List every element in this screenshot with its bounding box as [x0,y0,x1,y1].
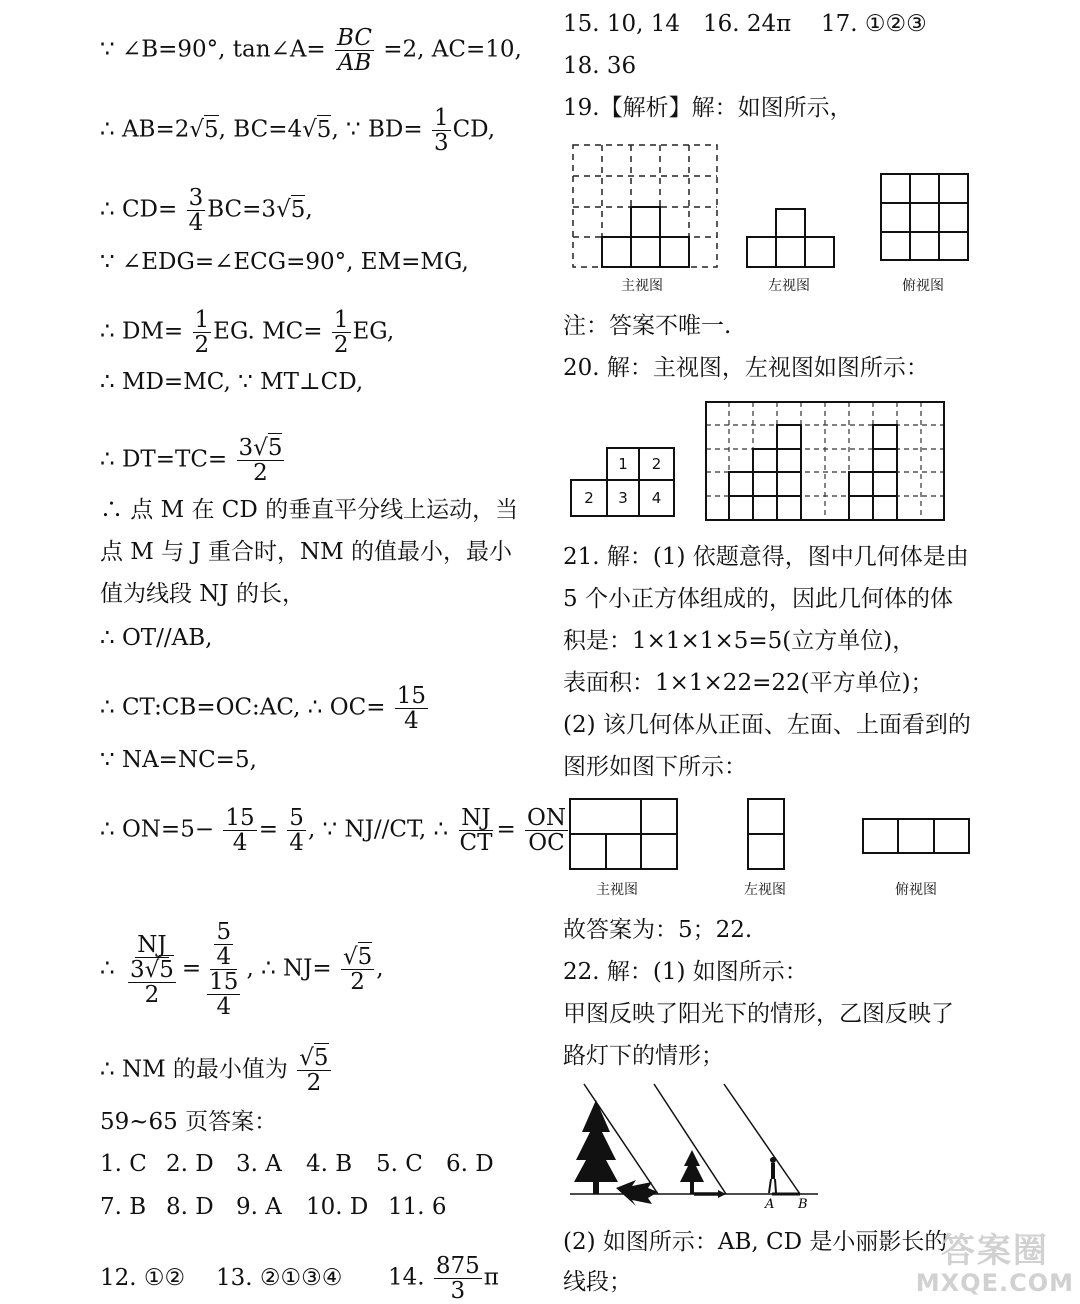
main-view-solid [602,207,689,267]
line-1 [100,26,522,75]
figure-20-numbered [570,447,677,519]
fraction [187,186,206,235]
text: , BC=4 [218,116,303,143]
text: , ∵ NJ//CT, ∴ [307,816,449,843]
answer: 17. ①②③ [821,11,927,37]
answer: 14. [388,1264,425,1291]
radicand: 5 [267,435,283,461]
q22-line-b: 甲图反映了阳光下的情形，乙图反映了 [563,1001,954,1027]
big-tree [574,1100,618,1194]
text: = [181,955,202,982]
label-a: A [765,1197,775,1212]
caption-main-view: 主视图 [596,882,638,898]
fraction [207,970,240,1019]
line-8: ∴ OT//AB, [100,625,213,651]
line-7 [100,436,286,485]
text: = [258,816,278,843]
small-tree [680,1150,704,1194]
q22-line-e: 线段； [563,1269,632,1295]
answer: 8. D [166,1194,214,1220]
fraction [237,436,285,485]
denominator: 4 [216,994,232,1020]
text: ∴ AB=2 [100,116,190,143]
denominator: 4 [404,708,419,734]
numerator: ON [527,805,567,831]
answer-19-title: 19.【解析】解：如图所示， [563,95,853,121]
denominator: 2 [194,332,210,358]
q21-line-c: 积是：1×1×1×5=5(立方单位)， [563,628,916,654]
line-10: ∵ NA=NC=5, [100,747,257,773]
answer: 9. A [236,1194,282,1220]
line-13 [100,1046,333,1095]
radicand: 5 [357,944,373,970]
denominator: 3 [450,1278,466,1304]
section-title: 59~65 页答案： [100,1109,278,1135]
text: ∴ [100,955,115,982]
q22-line-a: 22. 解：(1) 如图所示： [563,959,808,985]
answer: 6. D [446,1151,494,1177]
line-11 [100,806,570,855]
main-view [729,425,801,520]
numerator: 3 [188,185,204,211]
denominator [203,970,244,1019]
cell-number: 4 [651,489,662,507]
numerator: 5 [289,805,304,831]
fraction [214,920,233,969]
numerator: 1 [333,307,349,333]
text: ∴ ON=5− [100,816,215,843]
text: ∴ DT=TC= [100,446,228,473]
numerator: NJ [461,805,491,831]
answers-15-17 [563,10,927,38]
cell [570,479,608,517]
para-1: ∴ 点 M 在 CD 的垂直平分线上运动，当 [100,497,519,523]
answer: 10. D [306,1194,369,1220]
answer: 7. B [100,1194,147,1220]
cell [606,447,640,481]
denominator: 3 [433,130,449,156]
figure-21 [566,795,976,873]
q21-line-b: 5 个小正方体组成的，因此几何体的体 [563,586,953,612]
cell-number: 1 [618,455,628,473]
denominator: 4 [216,944,232,970]
answer: 13. ②①③④ [216,1264,343,1291]
fraction [525,806,568,855]
answers-row-1 [100,1150,494,1178]
line-3: ∴ CD= $\frac{3}{4}$ BC=3√5, [100,185,313,236]
numerator [210,920,237,970]
radicand: 5 [313,1045,329,1071]
answer: 16. 24π [703,11,792,37]
caption-top-view: 俯视图 [902,278,944,294]
answer: 11. 6 [388,1194,447,1220]
numerator: 875 [435,1253,480,1279]
left-view [849,425,897,520]
label-b: B [798,1197,808,1212]
line-9 [100,684,430,733]
denominator: 2 [306,1070,322,1096]
numerator: 15 [396,683,427,709]
text: , ∴ NJ= [246,955,332,982]
line-2: ∴ AB=2√5, BC=4√5, ∵ BD= $\frac{1}{3}$ CD, [100,105,496,156]
numerator: 3√5 [129,956,174,983]
text: ∴ CD= [100,196,178,223]
figure-22 [566,1080,826,1214]
numerator: 15 [225,805,255,831]
top-view [863,819,969,853]
text: ∴ DM= [100,318,184,345]
fraction [287,806,306,855]
fraction [223,806,256,855]
answers-row-3 [100,1254,499,1303]
note: 注：答案不唯一. [563,313,732,339]
answers-row-2 [100,1193,447,1221]
numerator: 5 [216,919,232,945]
answer: 5. C [376,1151,423,1177]
denominator: 4 [232,830,248,856]
line-6: ∴ MD=MC, ∵ MT⊥CD, [100,369,364,395]
caption-left-view: 左视图 [768,278,810,294]
complex-fraction [203,920,244,1019]
fraction [332,308,351,357]
figure-20-grid [704,400,946,524]
fraction [432,106,451,155]
watermark-url: MXQE.COM [915,1269,1074,1297]
text: ∴ CT:CB=OC:AC, ∴ OC= [100,694,386,721]
text: BC=3 [207,196,277,223]
text: , ∵ BD= [331,116,423,143]
text: =2, AC=10, [383,36,522,63]
radicand: 5 [159,956,174,983]
main-view [570,799,677,869]
cell-number: 2 [584,489,594,507]
numerator: NJ [137,931,167,958]
text: EG. MC= [213,318,323,345]
person [769,1157,776,1193]
para-2: 点 M 与 J 重合时，NM 的值最小，最小 [100,539,513,565]
fraction [457,806,494,855]
denominator: OC [528,830,565,856]
fraction [434,1254,482,1303]
radicand: 5 [204,116,219,143]
text: CD, [452,116,496,143]
answer: 1. C [100,1151,147,1177]
line-5 [100,308,394,357]
numerator: 1 [433,105,449,131]
q22-line-d: (2) 如图所示：AB, CD 是小丽影长的 [563,1229,948,1255]
answer-18: 18. 36 [563,53,637,79]
text: , [305,196,313,223]
q21-line-a: 21. 解：(1) 依题意得，图中几何体是由 [563,544,969,570]
denominator: 2 [144,981,160,1008]
watermark-text: 答案圈 [940,1231,1049,1271]
text: π [483,1264,499,1291]
numerator: 3√5 [238,435,283,461]
q22-line-c: 路灯下的情形； [563,1043,724,1069]
caption-main-view: 主视图 [621,278,663,294]
fraction [395,684,428,733]
radicand: 5 [316,116,332,143]
radicand: 5 [290,196,306,223]
answer: 4. B [306,1151,353,1177]
answer: 12. ①② [100,1264,186,1291]
denominator [124,958,180,1007]
q21-line-d: 表面积：1×1×22=22(平方单位)； [563,670,934,696]
text: = [496,816,516,843]
cell [638,479,675,517]
cell-number: 2 [651,455,662,473]
fraction [128,958,176,1007]
caption-left-view: 左视图 [744,882,786,898]
text: ∴ NM 的最小值为 [100,1056,288,1083]
numerator: √5 [342,944,373,970]
text: 3 [129,956,145,983]
q21-answer: 故答案为：5；22. [563,917,753,943]
answer-20-title: 20. 解：主视图，左视图如图所示： [563,355,929,381]
fraction [193,308,212,357]
q21-line-f: 图形如图下所示： [563,754,747,780]
line-4: ∵ ∠EDG=∠ECG=90°, EM=MG, [100,249,469,275]
para-3: 值为线段 NJ 的长， [100,581,305,607]
denominator: CT [459,830,493,856]
line-12 [100,920,384,1019]
denominator: AB [337,50,372,76]
fraction [297,1046,330,1095]
text: , [376,955,384,982]
cell [638,447,675,481]
fraction [124,933,180,1007]
answer: 2. D [166,1151,214,1177]
fraction [335,26,374,75]
cell-number: 3 [618,489,628,507]
text: EG, [352,318,395,345]
denominator: 2 [253,460,268,486]
text: ∵ ∠B=90°, tan∠A= [100,36,326,63]
denominator: 4 [188,210,204,236]
denominator: 4 [289,830,304,856]
numerator: √5 [299,1045,329,1071]
left-view [747,209,834,267]
watermark [916,1232,1074,1296]
fraction [341,945,374,994]
text: 3 [238,435,254,461]
numerator: 15 [209,969,239,995]
q21-line-e: (2) 该几何体从正面、左面、上面看到的 [563,712,971,738]
answer: 3. A [236,1151,282,1177]
left-view [748,799,784,869]
numerator: BC [337,25,372,51]
caption-top-view: 俯视图 [895,882,937,898]
denominator: 2 [333,332,349,358]
answer: 15. 10, 14 [563,11,681,37]
cell [606,479,640,517]
denominator: 2 [350,969,365,995]
top-view [881,174,968,260]
numerator: 1 [194,307,210,333]
